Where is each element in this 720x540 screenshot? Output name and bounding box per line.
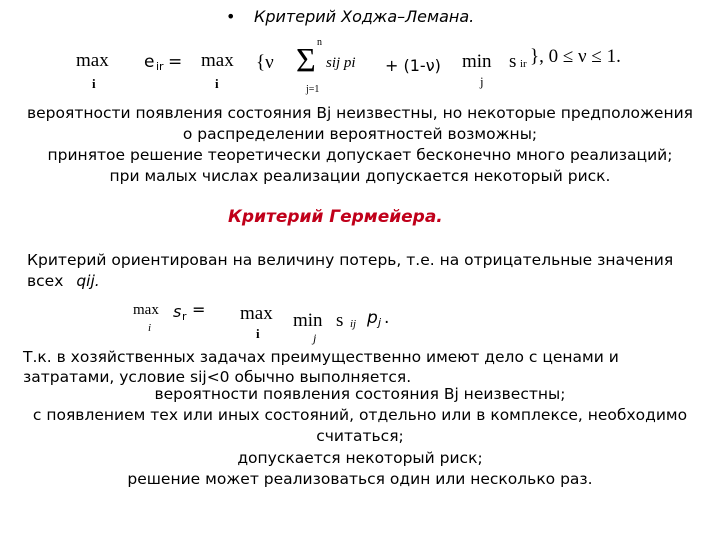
germeier-s-subscript: r — [182, 310, 187, 323]
germeier-intro-q: qij. — [76, 272, 100, 290]
germeier-s2-subscript: ij — [350, 318, 357, 330]
formula-tail: }, 0 ≤ ν ≤ 1. — [530, 46, 621, 67]
formula-max2-operator: max — [201, 50, 234, 71]
germeier-intro-line-2 — [27, 271, 100, 291]
formula-one-minus-nu: + (1-ν) — [385, 56, 441, 75]
formula-equals: = — [168, 52, 183, 72]
germeier-formula-dot: . — [384, 308, 390, 328]
germeier-title: Критерий Гермейера. — [228, 207, 443, 227]
germeier-max-operator: max — [133, 302, 159, 318]
germeier-intro-all: всех — [27, 272, 64, 290]
hodges-line-3: принятое решение теоретически допускает бесконечно много реализаций; — [47, 146, 673, 164]
sum-lower-limit: j=1 — [306, 84, 320, 95]
germeier-line-4: допускается некоторый риск; — [237, 449, 483, 467]
formula-min-operator: min — [462, 51, 492, 72]
hodges-line-2: о распределении вероятностей возможны; — [182, 125, 538, 143]
germeier-s-symbol: s — [173, 302, 182, 321]
sigma-symbol: Σ — [296, 42, 316, 79]
formula-s-subscript: ir — [520, 58, 527, 70]
germeier-p-symbol: p — [367, 308, 378, 328]
germeier-line-3: считаться; — [316, 427, 404, 445]
hodges-line-1: вероятности появления состояния Bj неизвестны, но некоторые предположения — [27, 104, 693, 122]
formula-s-symbol: s — [509, 51, 517, 72]
sum-term: sij pi — [326, 55, 356, 71]
hodges-lehmann-title: Критерий Ходжа–Лемана. — [254, 7, 475, 26]
germeier-note-line-2: затратами, условие sij<0 обычно выполняется. — [23, 368, 412, 386]
germeier-intro-line-1: Критерий ориентирован на величину потерь, т.е. на отрицательные значения — [27, 251, 674, 269]
formula-e-subscript: ir — [156, 60, 164, 73]
formula-max2-subscript: i — [215, 76, 219, 91]
bullet: • — [226, 7, 236, 26]
germeier-max-subscript: i — [148, 322, 152, 334]
germeier-min-operator: min — [293, 310, 323, 331]
formula-max-operator: max — [76, 50, 109, 71]
germeier-max2-operator: max — [240, 303, 273, 324]
germeier-min-subscript: j — [313, 331, 317, 345]
formula-min-subscript: j — [480, 74, 484, 89]
germeier-note-line-1: Т.к. в хозяйственных задачах преимущественно имеют дело с ценами и — [23, 348, 619, 366]
germeier-p-subscript: j — [378, 316, 382, 329]
germeier-line-5: решение может реализоваться один или несколько раз. — [127, 470, 593, 488]
germeier-line-1: вероятности появления состояния Bj неизвестны; — [154, 385, 566, 403]
formula-max-subscript: i — [92, 76, 96, 91]
formula-brace-nu: {ν — [256, 52, 274, 73]
germeier-line-2: с появлением тех или иных состояний, отдельно или в комплексе, необходимо — [32, 406, 688, 424]
germeier-s2-symbol: s — [336, 310, 344, 331]
sum-upper-limit: n — [317, 37, 322, 48]
germeier-equals: = — [192, 300, 206, 319]
germeier-max2-subscript: i — [256, 326, 260, 341]
hodges-line-4: при малых числах реализации допускается некоторый риск. — [109, 167, 611, 185]
formula-e-symbol: e — [144, 52, 155, 72]
